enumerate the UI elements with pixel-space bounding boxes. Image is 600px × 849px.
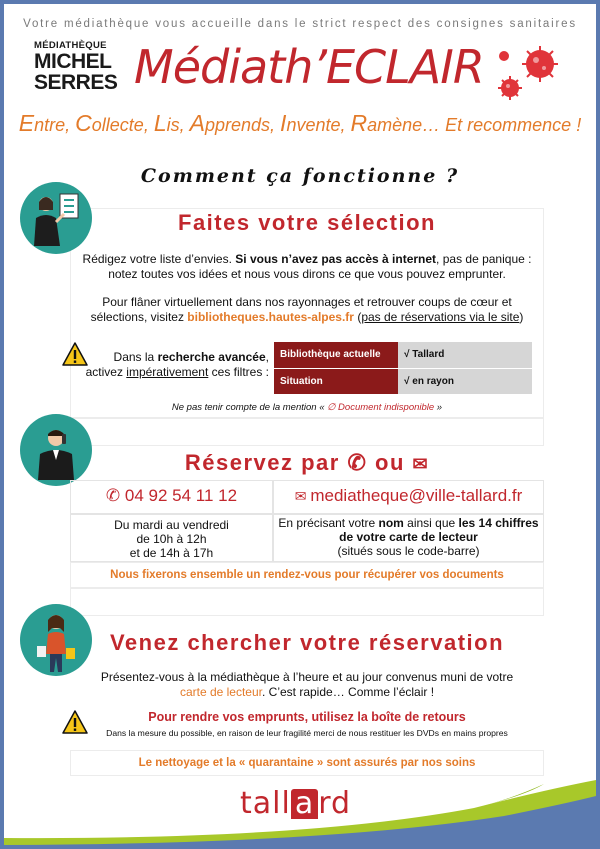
sel-p1-a: Rédigez votre liste d’envies. — [82, 252, 236, 266]
opening-hours — [70, 518, 273, 560]
tallard-logo-a: tall — [240, 786, 291, 821]
flyer-page — [4, 4, 596, 845]
motto-rest-2: ollecte, — [91, 115, 154, 135]
sel-p2-a: Pour flâner virtuellement dans nos rayonnages et retrouver coups de cœur et — [102, 295, 512, 309]
filter-row — [274, 342, 532, 368]
hours-line: Du mardi au vendredi — [114, 518, 229, 532]
motto-cap-6: R — [350, 110, 368, 136]
email-small-icon: ✉ — [294, 488, 311, 504]
mail-e: de votre carte de lecteur — [339, 530, 478, 544]
mail-a: En précisant votre — [278, 516, 379, 530]
email-instructions — [273, 516, 544, 558]
tallard-logo — [240, 786, 351, 821]
mail-b: nom — [378, 516, 404, 530]
email-text: mediatheque@ville-tallard.fr — [310, 486, 523, 505]
note-a: Ne pas tenir compte de la mention « — [171, 402, 328, 413]
phone-text: 04 92 54 11 12 — [124, 486, 238, 505]
warn-e: impérativement — [126, 365, 209, 379]
how-it-works-title: Comment ça fonctionne ? — [140, 165, 460, 187]
pickup-p2: . C’est rapide… Comme l’éclair ! — [262, 685, 435, 699]
logo-line-2: MICHEL — [34, 49, 112, 73]
section-selection-heading: Faites votre sélection — [178, 210, 436, 235]
mail-d: les 14 chiffres — [458, 516, 539, 530]
mail-f: (situés sous le code-barre) — [337, 544, 480, 558]
phone-number[interactable] — [70, 486, 273, 506]
selection-paragraph-2 — [70, 295, 544, 325]
filter-key: Situation — [274, 368, 398, 394]
sel-p1-b: Si vous n’avez pas accès à internet — [235, 252, 437, 266]
reserve-heading-or: ou — [367, 450, 413, 475]
warn-d: activez — [85, 365, 127, 379]
motto-cap-5: I — [280, 110, 287, 136]
sel-p1-d: notez toutes vos idées et nous vous dirons ce que vous pouvez emprunter. — [108, 267, 506, 281]
email-icon: ✉ — [412, 454, 430, 474]
mail-c: ainsi que — [403, 516, 459, 530]
virus-icon — [496, 42, 566, 104]
dvd-note: Dans la mesure du possible, en raison de leur fragilité merci de nous restituer les DVDs en mains propres — [106, 728, 508, 738]
motto-cap-3: L — [153, 110, 167, 136]
tagline: Votre médiathèque vous accueille dans le strict respect des consignes sanitaires — [23, 18, 577, 30]
motto-cap-2: C — [75, 110, 92, 136]
sel-p2-e: ) — [519, 310, 524, 324]
warn-c: , — [265, 350, 269, 364]
filter-value: √ en rayon — [398, 368, 532, 394]
motto-rest-4: pprends, — [204, 115, 281, 135]
section-reserve-heading — [70, 450, 544, 476]
motto-rest-3: is, — [166, 115, 190, 135]
returns-box-text: Pour rendre vos emprunts, utilisez la boîte de retours — [148, 710, 466, 724]
email-address[interactable] — [273, 486, 544, 506]
sel-p1-c: , pas de panique : — [436, 252, 532, 266]
phone-icon: ✆ — [347, 450, 368, 475]
note-c: » — [434, 402, 443, 413]
filter-row — [274, 368, 532, 394]
motto-cap-4: A — [189, 110, 205, 136]
advanced-search-instruction — [74, 350, 269, 380]
filters-table — [274, 342, 532, 394]
hours-line: de 10h à 12h — [136, 532, 207, 546]
logo-line-3: SERRES — [34, 70, 118, 94]
motto-rest-5: nvente, — [286, 115, 351, 135]
unavailable-note — [70, 400, 544, 415]
catalog-link[interactable]: bibliotheques.hautes-alpes.fr — [187, 310, 354, 324]
pickup-p1: Présentez-vous à la médiathèque à l’heure et au jour convenus muni de votre — [100, 670, 514, 684]
warn-a: Dans la — [113, 350, 158, 364]
phone-small-icon: ✆ — [105, 486, 125, 505]
motto-rest-1: ntre, — [34, 115, 76, 135]
motto — [4, 110, 596, 137]
note-b: ∅ Document indisponible — [327, 402, 435, 413]
warn-b: recherche avancée — [157, 350, 266, 364]
mediatheque-logo — [34, 41, 118, 93]
pickup-paragraph — [70, 670, 544, 700]
sel-p2-d: pas de réservations via le site — [361, 310, 520, 324]
motto-rest-6: amène… Et recommence ! — [367, 115, 582, 135]
sel-p2-c: ( — [353, 310, 362, 324]
filter-value: √ Tallard — [398, 342, 532, 368]
tallard-logo-b: a — [291, 789, 318, 819]
cleaning-text: Le nettoyage et la « quarantaine » sont assurés par nos soins — [138, 757, 476, 769]
tallard-logo-c: rd — [318, 786, 352, 821]
warn-f: ces filtres : — [208, 365, 269, 379]
spacer-row-2 — [70, 588, 544, 616]
selection-paragraph-1 — [70, 252, 544, 282]
page-title: Médiath’ECLAIR — [134, 40, 484, 94]
reserve-heading-text: Réservez par — [184, 450, 348, 475]
motto-cap-1: E — [18, 110, 35, 136]
filter-key: Bibliothèque actuelle — [274, 342, 398, 368]
hours-line: et de 14h à 17h — [129, 546, 214, 560]
appointment-text: Nous fixerons ensemble un rendez-vous pour récupérer vos documents — [110, 569, 504, 581]
spacer-row — [70, 418, 544, 446]
logo-line-1: MÉDIATHÈQUE — [34, 40, 107, 51]
pickup-card: carte de lecteur — [179, 685, 262, 699]
sel-p2-b: sélections, visitez — [90, 310, 188, 324]
section-pickup-heading: Venez chercher votre réservation — [109, 630, 505, 655]
